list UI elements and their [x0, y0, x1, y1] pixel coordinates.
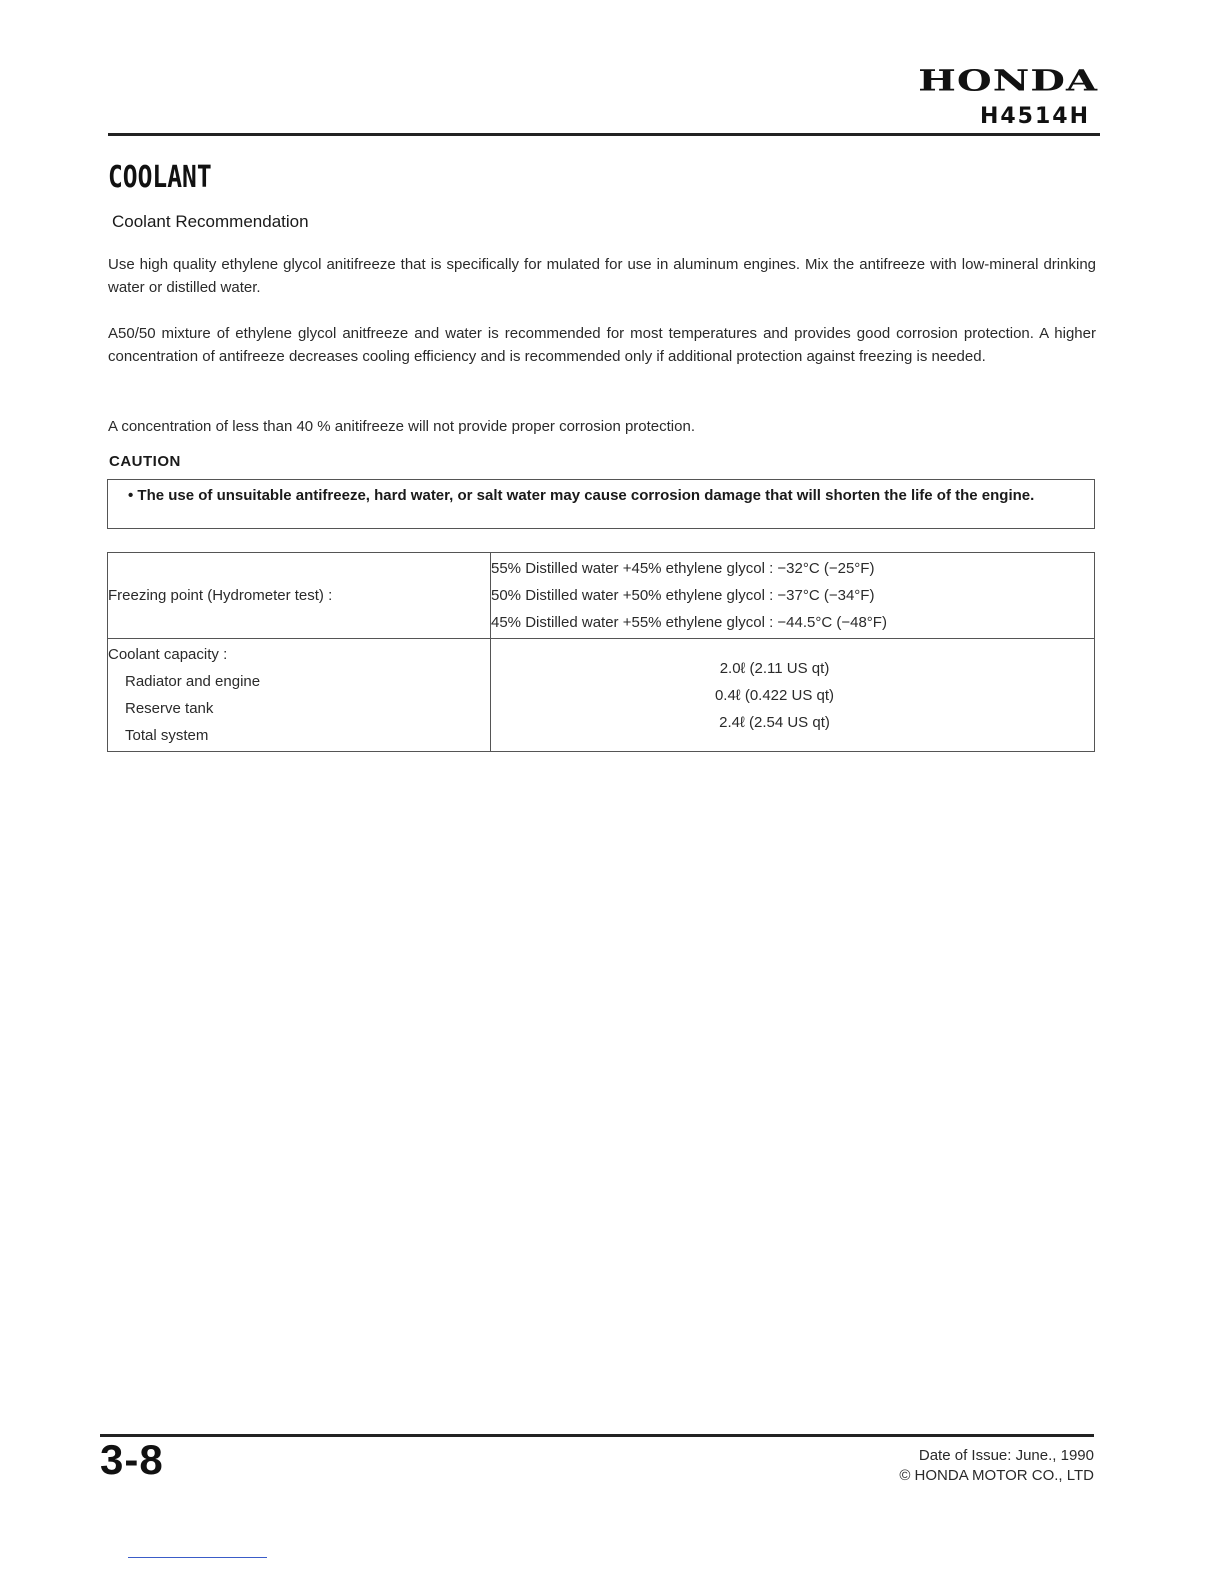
- capacity-labels: [108, 639, 491, 752]
- header-divider: [108, 133, 1100, 136]
- capacity-item-label: Radiator and engine: [125, 673, 261, 690]
- scan-artifact-line: [128, 1557, 267, 1558]
- paragraph-concentration: A concentration of less than 40 % anitifreeze will not provide proper corrosion protection.: [108, 418, 695, 435]
- capacity-item-value: 0.4ℓ (0.422 US qt): [714, 686, 835, 704]
- footer-info: [899, 1446, 1094, 1486]
- capacity-item-value: 2.0ℓ (2.11 US qt): [719, 659, 830, 677]
- page-number: 3-8: [100, 1436, 164, 1483]
- brand-logo: HONDA: [918, 64, 1098, 98]
- subsection-title: Coolant Recommendation: [112, 212, 309, 231]
- paragraph-coolant-type: Use high quality ethylene glycol anitifreeze that is specifically for mulated for use in aluminum engines. Mix the antifreeze with low-mineral drinking water or distilled water.: [108, 256, 1096, 296]
- caution-text: • The use of unsuitable antifreeze, hard water, or salt water may cause corrosion damage that will shorten the life of the engine.: [128, 487, 1035, 504]
- freezing-point-value: 50% Distilled water +50% ethylene glycol : −37°C (−34°F): [491, 587, 875, 604]
- freezing-point-value: 55% Distilled water +45% ethylene glycol : −32°C (−25°F): [491, 560, 875, 577]
- footer-divider: [100, 1434, 1094, 1437]
- freezing-point-value: 45% Distilled water +55% ethylene glycol : −44.5°C (−48°F): [491, 614, 887, 631]
- caution-box: [107, 479, 1095, 529]
- caution-label: CAUTION: [109, 453, 181, 470]
- freezing-point-label: Freezing point (Hydrometer test) :: [108, 553, 491, 639]
- capacity-values: [491, 639, 1095, 752]
- capacity-item-label: Reserve tank: [125, 700, 214, 717]
- table-row: [108, 639, 1095, 752]
- section-title: COOLANT: [108, 160, 212, 195]
- capacity-item-value: 2.4ℓ (2.54 US qt): [719, 713, 830, 731]
- model-code: H4514H: [979, 104, 1090, 129]
- table-row: [108, 553, 1095, 639]
- copyright: © HONDA MOTOR CO., LTD: [899, 1467, 1094, 1484]
- capacity-heading: Coolant capacity :: [108, 646, 228, 663]
- paragraph-mixture: A50/50 mixture of ethylene glycol anitfreeze and water is recommended for most temperatures and provides good corrosion protection. A higher concentration of antifreeze decreases cooling efficiency and is recommended only if additional protection against freezing is needed.: [108, 325, 1096, 365]
- capacity-item-label: Total system: [125, 727, 209, 744]
- spec-table: [107, 552, 1095, 752]
- date-of-issue: Date of Issue: June., 1990: [918, 1447, 1094, 1464]
- freezing-point-values: [491, 553, 1095, 639]
